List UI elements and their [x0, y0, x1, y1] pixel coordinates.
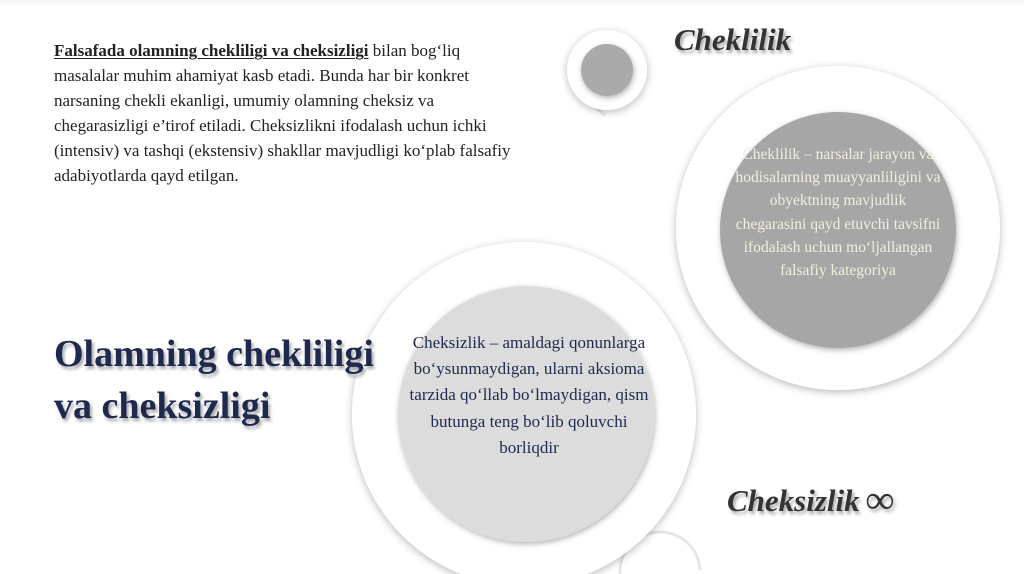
small-dot — [581, 44, 633, 96]
page-title: Olamning chekliligi va cheksizligi — [54, 333, 374, 427]
cheksizlik-heading: Cheksizlik — [727, 483, 860, 518]
infinity-symbol: ∞ — [865, 477, 895, 522]
cheklilik-heading: Cheklilik — [674, 22, 792, 57]
intro-text: bilan bog‘liq masalalar muhim ahamiyat kasb etadi. Bunda har bir konkret narsaning chekli ekanligi, umumiy olamning cheksiz va chegarasizligi e’tirof etiladi. Cheksizlikni ifodalash uchun ichki (intensiv) va tashqi (ekstensiv) shakllar mavjudligi ko‘plab falsafiy adabiyotlarda qayd etilgan. — [54, 41, 511, 185]
cheksizlik-definition: Cheksizlik – amaldagi qonunlarga bo‘ysunmaydigan, ularni aksioma tarzida qo‘llab bo‘lmaydigan, qism butunga teng bo‘lib qoluvchi borliqdir — [409, 333, 649, 457]
cheklilik-definition: Cheklilik – narsalar jarayon va hodisalarning muayyanliligini va obyektning mavjudlik chegarasini qayd etuvchi tavsifni ifodalash uchun mo‘ljallangan falsafiy kategoriya — [735, 146, 941, 280]
cheksizlik-heading-group — [727, 476, 894, 523]
intro-paragraph — [54, 38, 524, 188]
intro-lead: Falsafada olamning chekliligi va cheksizligi — [54, 41, 369, 60]
